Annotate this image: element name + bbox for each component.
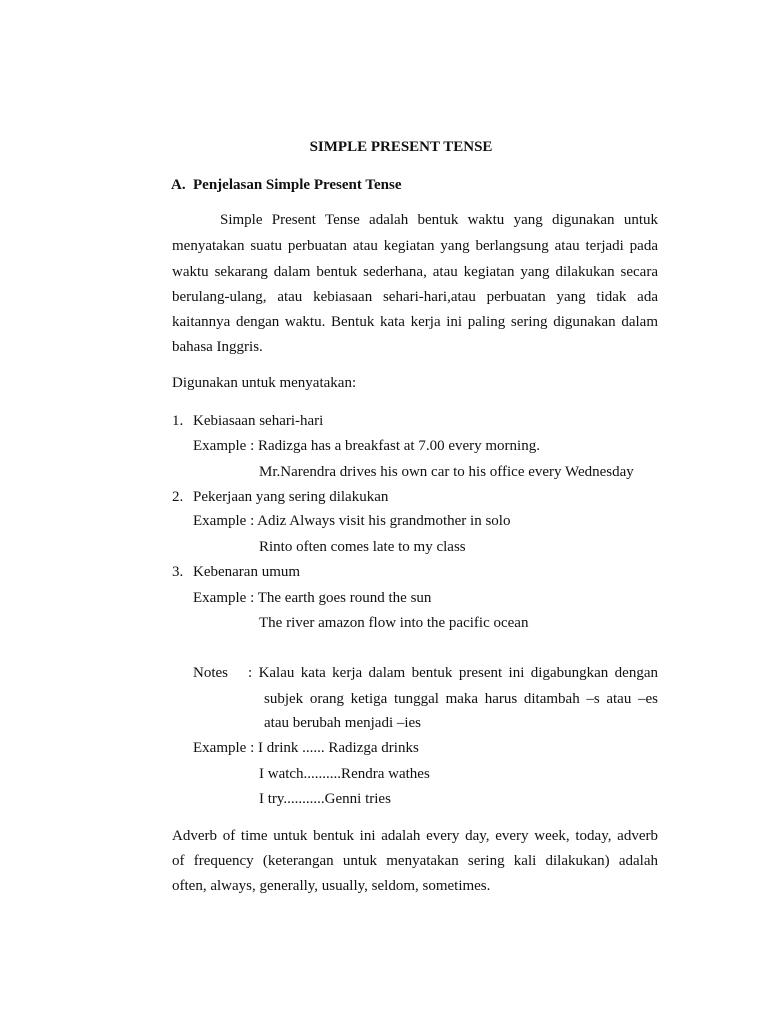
used-for-label: Digunakan untuk menyatakan:	[172, 375, 357, 391]
adverb-line: of frequency (keterangan untuk menyatakan sering kali dilakukan) adalah	[172, 853, 658, 869]
notes-example: I try...........Genni tries	[259, 791, 391, 807]
section-a-heading: Penjelasan Simple Present Tense	[193, 177, 402, 193]
page-title: SIMPLE PRESENT TENSE	[309, 139, 493, 155]
notes-label: Notes	[193, 665, 228, 681]
list-item-label: Kebenaran umum	[193, 564, 301, 580]
list-item-example: Rinto often comes late to my class	[259, 539, 466, 555]
intro-line: bahasa Inggris.	[172, 339, 263, 355]
list-item-label: Pekerjaan yang sering dilakukan	[193, 489, 389, 505]
list-item-example: Example : Adiz Always visit his grandmother in solo	[193, 513, 511, 529]
section-a-letter: A.	[171, 177, 186, 193]
intro-line: berulang-ulang, atau kebiasaan sehari-hari,atau perbuatan yang tidak ada	[172, 289, 658, 305]
intro-line: kaitannya dengan waktu. Bentuk kata kerja ini paling sering digunakan dalam	[172, 314, 658, 330]
list-item-label: Kebiasaan sehari-hari	[193, 413, 324, 429]
list-item-example: Mr.Narendra drives his own car to his office every Wednesday	[259, 464, 634, 480]
notes-line: atau berubah menjadi –ies	[264, 715, 422, 731]
list-item-example: The river amazon flow into the pacific ocean	[259, 615, 529, 631]
list-item-number: 3.	[172, 564, 184, 580]
notes-line: : Kalau kata kerja dalam bentuk present ini digabungkan dengan	[248, 665, 658, 681]
adverb-line: often, always, generally, usually, seldom, sometimes.	[172, 878, 491, 894]
list-item-number: 2.	[172, 489, 184, 505]
list-item-example: Example : Radizga has a breakfast at 7.00 every morning.	[193, 438, 540, 454]
notes-line: subjek orang ketiga tunggal maka harus ditambah –s atau –es	[264, 691, 658, 707]
notes-example: Example : I drink ...... Radizga drinks	[193, 740, 419, 756]
list-item-example: Example : The earth goes round the sun	[193, 590, 432, 606]
adverb-line: Adverb of time untuk bentuk ini adalah every day, every week, today, adverb	[172, 828, 658, 844]
notes-example: I watch..........Rendra wathes	[259, 766, 430, 782]
intro-line: Simple Present Tense adalah bentuk waktu yang digunakan untuk	[220, 212, 658, 228]
intro-line: menyatakan suatu perbuatan atau kegiatan yang berlangsung atau terjadi pada	[172, 238, 658, 254]
intro-line: waktu sekarang dalam bentuk sederhana, atau kegiatan yang dilakukan secara	[172, 264, 658, 280]
list-item-number: 1.	[172, 413, 184, 429]
